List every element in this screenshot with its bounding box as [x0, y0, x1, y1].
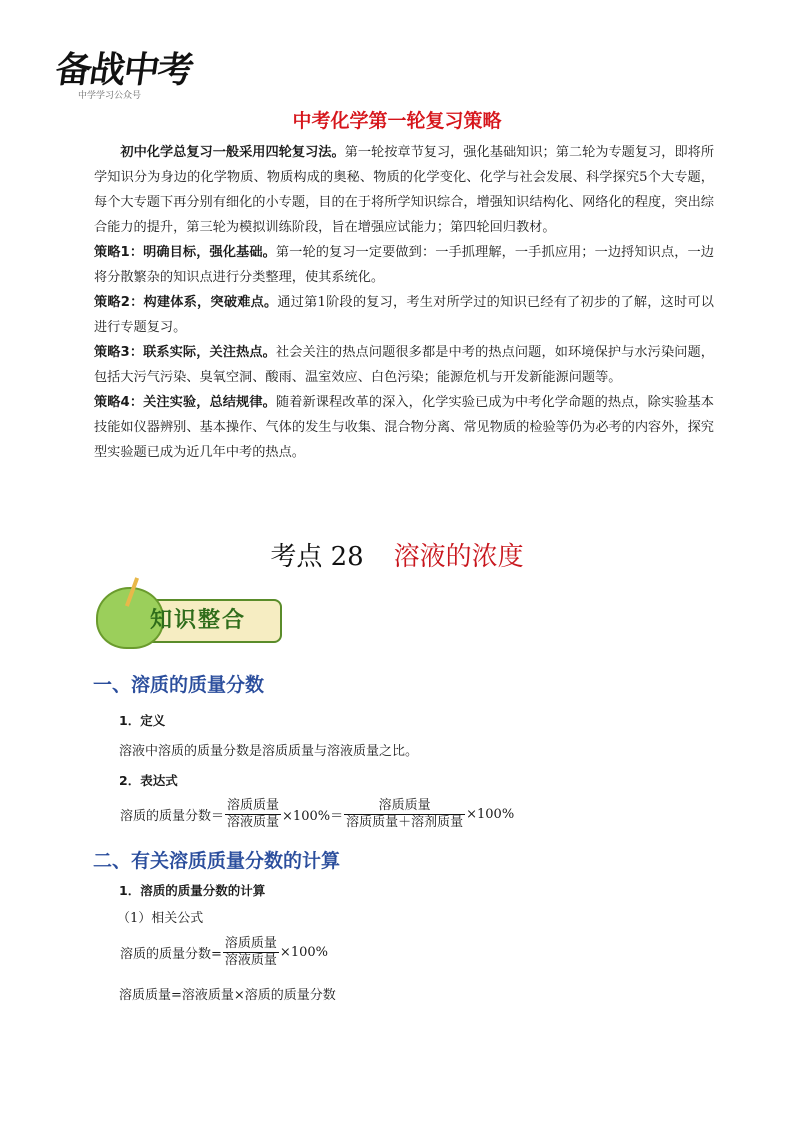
- strategy-2: [94, 290, 714, 340]
- strategy-3-text: 社会关注的热点问题很多都是中考的热点问题，如环境保护与水污染问题，包括大污气污染、臭氧空洞、酸雨、温室效应、白色污染；能源危机与开发新能源问题等。: [94, 345, 714, 385]
- fraction-1: [225, 798, 281, 831]
- document-title: 中考化学第一轮复习策略: [292, 110, 502, 132]
- formula-multiplier-1: ×100%＝: [282, 809, 344, 824]
- intro-section: [94, 140, 714, 465]
- formula-lhs: 溶质的质量分数＝: [120, 809, 225, 824]
- calc-fraction-numerator: 溶质质量: [224, 936, 277, 951]
- definition-heading: 1．定义: [119, 713, 166, 728]
- logo-text: 备战中考: [52, 50, 195, 91]
- fraction-1-numerator: 溶质质量: [227, 798, 280, 813]
- calc-fraction-denominator: 溶液质量: [224, 953, 277, 968]
- formula-multiplier-2: ×100%: [466, 807, 515, 822]
- section-1-title: 一、溶质的质量分数: [93, 674, 265, 696]
- calc-formula-multiplier: ×100%: [279, 945, 328, 960]
- topic-number: 考点 28: [270, 542, 364, 572]
- strategy-1-text: 第一轮的复习一定要做到：一手抓理解，一手抓应用；一边捋知识点，一边将分散繁杂的知识点进行分类整理，使其系统化。: [94, 245, 714, 285]
- strategy-3-title: 策略3：联系实际，关注热点。: [94, 345, 276, 360]
- topic-heading: [0, 536, 794, 573]
- definition-text: 溶液中溶质的质量分数是溶质质量与溶液质量之比。: [119, 744, 419, 759]
- strategy-4: [94, 390, 714, 465]
- logo-subtitle: 中学学习公众号: [78, 91, 142, 101]
- expression-heading: 2．表达式: [119, 773, 178, 788]
- intro-lead-bold: 初中化学总复习一般采用四轮复习法。: [120, 145, 345, 160]
- calc-fraction: [223, 936, 279, 969]
- knowledge-banner: [92, 585, 280, 649]
- strategy-1: [94, 240, 714, 290]
- strategy-4-title: 策略4：关注实验，总结规律。: [94, 395, 276, 410]
- fraction-1-denominator: 溶液质量: [227, 815, 280, 830]
- strategy-1-title: 策略1：明确目标，强化基础。: [94, 245, 276, 260]
- strategy-4-text: 随着新课程改革的深入，化学实验已成为中考化学命题的热点，除实验基本技能如仪器辨别、基本操作、气体的发生与收集、混合物分离、常见物质的检验等仍为必考的内容外，探究型实验题已成为近几年中考的热点。: [94, 395, 714, 460]
- intro-lead-text: 第一轮按章节复习，强化基础知识；第二轮为专题复习，即将所学知识分为身边的化学物质、物质构成的奥秘、物质的化学变化、化学与社会发展、科学探究5个大专题，每个大专题下再分别有细化的小专题，目的在于将所学知识综合，增强知识结构化、网络化的程度，突出综合能力的提升，第三轮为模拟训练阶段，旨在增强应试能力；第四轮回归教材。: [94, 145, 715, 235]
- strategy-3: [94, 340, 714, 390]
- mass-fraction-formula: [120, 798, 514, 831]
- banner-text: 知识整合: [150, 608, 247, 633]
- calc-heading: 1．溶质的质量分数的计算: [119, 883, 266, 898]
- strategy-2-text: 通过第1阶段的复习，考生对所学过的知识已经有了初步的了解，这时可以进行专题复习。: [94, 295, 714, 335]
- logo: [50, 42, 214, 110]
- intro-paragraph: [94, 140, 714, 240]
- fraction-2-denominator: 溶质质量＋溶剂质量: [346, 815, 464, 830]
- calc-formula: [120, 936, 328, 969]
- strategy-2-title: 策略2：构建体系，突破难点。: [94, 295, 278, 310]
- topic-name: 溶液的浓度: [393, 542, 524, 572]
- fraction-2: [344, 798, 465, 831]
- section-2-title: 二、有关溶质质量分数的计算: [93, 850, 341, 872]
- solute-mass-formula: 溶质质量=溶液质量×溶质的质量分数: [119, 988, 336, 1003]
- calc-formula-lhs: 溶质的质量分数=: [120, 947, 222, 962]
- formula-heading: （1）相关公式: [117, 911, 204, 926]
- fraction-2-numerator: 溶质质量: [378, 798, 431, 813]
